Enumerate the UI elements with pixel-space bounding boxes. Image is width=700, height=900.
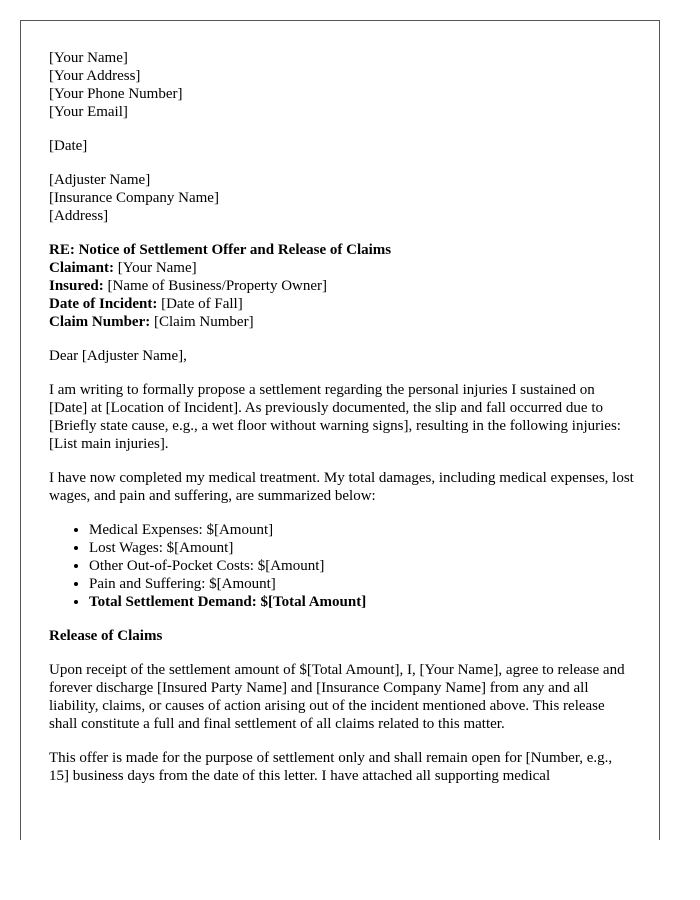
letter-content bbox=[49, 49, 635, 801]
re-subject: RE: Notice of Settlement Offer and Release of Claims bbox=[49, 242, 392, 258]
re-block bbox=[49, 241, 635, 331]
letter-date: [Date] bbox=[49, 138, 88, 154]
recipient-adjuster: [Adjuster Name] bbox=[49, 172, 151, 188]
list-item: • Pain and Suffering: $[Amount] bbox=[89, 575, 635, 593]
sender-block bbox=[49, 49, 635, 121]
re-claim-number bbox=[49, 313, 635, 331]
list-item: • Medical Expenses: $[Amount] bbox=[89, 521, 635, 539]
incident-value: [Date of Fall] bbox=[157, 296, 243, 312]
recipient-company: [Insurance Company Name] bbox=[49, 190, 219, 206]
release-heading: Release of Claims bbox=[49, 628, 163, 644]
claimant-value: [Your Name] bbox=[114, 260, 197, 276]
insured-label: Insured: bbox=[49, 278, 104, 294]
insured-value: [Name of Business/Property Owner] bbox=[103, 278, 328, 294]
sender-name: [Your Name] bbox=[49, 50, 128, 66]
damages-list bbox=[49, 521, 635, 611]
paragraph-intro: I am writing to formally propose a settlement regarding the personal injuries I sustained on [Date] at [Location of Incident]. As previously documented, the slip and fall occurred due to [Briefly state cause, e.g., a wet floor without warning signs], resulting in the following injuries: [List main injuries]. bbox=[49, 382, 621, 452]
paragraph-release: Upon receipt of the settlement amount of $[Total Amount], I, [Your Name], agree to release and forever discharge [Insured Party Name] and [Insurance Company Name] from any and all liability, claims, or causes of action arising out of the incident mentioned above. This release shall constitute a full and final settlement of all claims related to this matter. bbox=[49, 662, 625, 732]
re-claimant bbox=[49, 259, 635, 277]
claim-value: [Claim Number] bbox=[150, 314, 254, 330]
list-item: • Lost Wages: $[Amount] bbox=[89, 539, 635, 557]
paragraph-offer: This offer is made for the purpose of settlement only and shall remain open for [Number, e.g., 15] business days from the date of this letter. I have attached all supporting medical bbox=[49, 750, 613, 784]
claim-label: Claim Number: bbox=[49, 314, 151, 330]
claimant-label: Claimant: bbox=[49, 260, 114, 276]
salutation: Dear [Adjuster Name], bbox=[49, 348, 187, 364]
date-block bbox=[49, 137, 635, 155]
recipient-block bbox=[49, 171, 635, 225]
list-item: • Other Out-of-Pocket Costs: $[Amount] bbox=[89, 557, 635, 575]
re-insured bbox=[49, 277, 635, 295]
sender-email: [Your Email] bbox=[49, 104, 128, 120]
sender-phone: [Your Phone Number] bbox=[49, 86, 183, 102]
paragraph-damages: I have now completed my medical treatment. My total damages, including medical expenses, lost wages, and pain and suffering, are summarized below: bbox=[49, 470, 634, 504]
incident-label: Date of Incident: bbox=[49, 296, 158, 312]
sender-address: [Your Address] bbox=[49, 68, 141, 84]
letter-page bbox=[20, 20, 660, 840]
recipient-address: [Address] bbox=[49, 208, 109, 224]
total-demand-item: • Total Settlement Demand: $[Total Amount] bbox=[89, 593, 635, 611]
re-incident-date bbox=[49, 295, 635, 313]
